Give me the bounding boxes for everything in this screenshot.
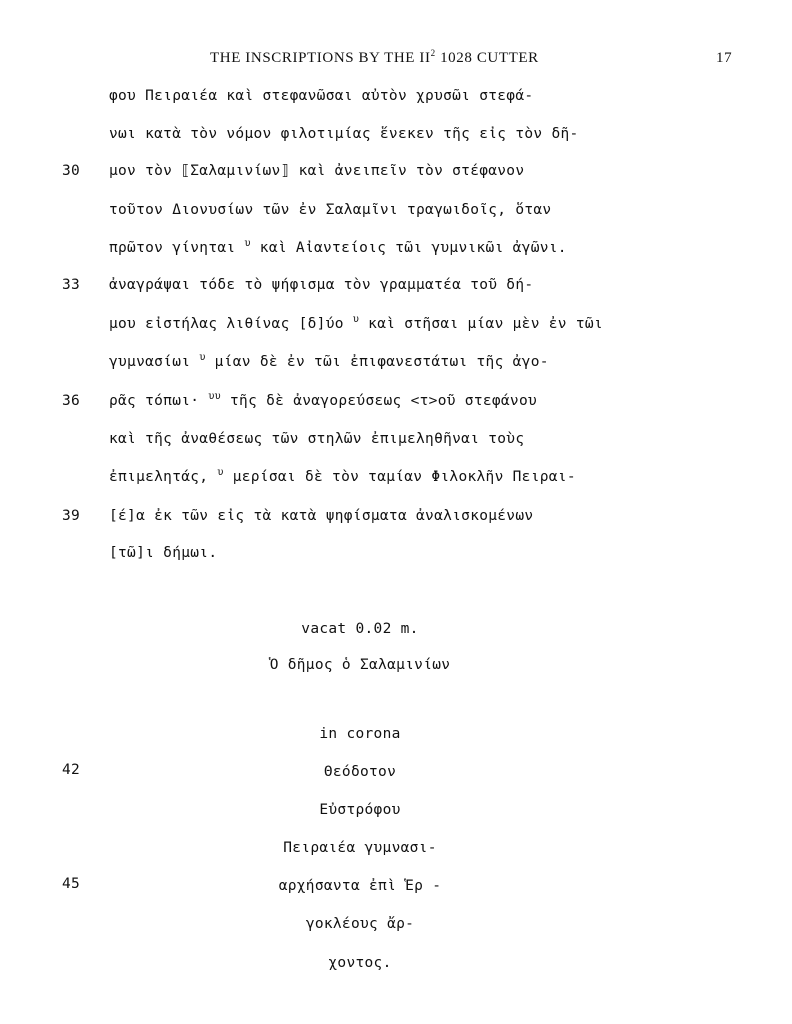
text-line-5-part-a: πρῶτον γίνηται: [109, 240, 245, 256]
vacat-mark: υ: [352, 314, 360, 325]
running-title-rest: 1028 CUTTER: [435, 50, 539, 66]
text-line-5: [109, 237, 567, 259]
text-line-9-part-a: ρᾶς τόπωι·: [109, 393, 209, 409]
vacat-mark: υ: [199, 352, 206, 363]
text-line-7: [109, 313, 603, 335]
running-head: [0, 48, 792, 72]
running-title: [210, 50, 539, 67]
line-number-45: 45: [62, 876, 81, 892]
crown-line-2: Εὐστρόφου: [319, 802, 401, 818]
vacat-mark: υ: [244, 238, 251, 249]
text-line-11-part-a: ἐπιμελητάς,: [109, 469, 218, 485]
text-line-13: [τῶ]ι δήμωι.: [109, 545, 218, 561]
vacat-mark: υυ: [208, 391, 221, 402]
line-number-36: 36: [62, 393, 81, 409]
in-corona-label: in corona: [319, 726, 401, 742]
vacat-note: vacat 0.02 m.: [301, 621, 419, 637]
running-title-superscript: 2: [430, 48, 436, 58]
crown-line-3: Πειραιέα γυμνασι-: [283, 840, 437, 856]
text-line-11: [109, 466, 576, 488]
crown-line-4: αρχήσαντα ἐπὶ Ἑρ -: [278, 878, 442, 894]
text-line-5-part-b: καὶ Αἰαντείοις τῶι γυμνικῶι ἀγῶνι.: [250, 240, 567, 256]
text-line-8: [109, 351, 549, 373]
text-line-12: [έ]α ἐκ τῶν εἰς τὰ κατὰ ψηφίσματα ἀναλισκομένων: [109, 508, 534, 524]
text-line-8-part-b: μίαν δὲ ἐν τῶι ἐπιφανεστάτωι τῆς ἀγο-: [205, 354, 549, 370]
demos-heading: Ὁ δῆμος ὁ Σαλαμινίων: [269, 657, 451, 673]
line-number-33: 33: [62, 277, 81, 293]
text-line-1: φου Πειραιέα καὶ στεφανῶσαι αὐτὸν χρυσῶι στεφά-: [109, 88, 534, 104]
line-number-30: 30: [62, 163, 81, 179]
text-line-9-part-b: τῆς δὲ ἀναγορεύσεως <τ>οῦ στεφάνου: [220, 393, 538, 409]
text-line-7-part-a: μου εἰστήλας λιθίνας [δ]ύο: [109, 316, 353, 332]
text-line-8-part-a: γυμνασίωι: [109, 354, 200, 370]
page-number: 17: [716, 50, 733, 66]
line-number-42: 42: [62, 762, 81, 778]
vacat-mark: υ: [217, 467, 224, 478]
crown-line-6: χοντος.: [328, 955, 392, 971]
crown-line-5: γοκλέους ἄρ-: [305, 916, 415, 932]
crown-line-1: Θεόδοτον: [323, 764, 397, 780]
line-number-39: 39: [62, 508, 81, 524]
text-line-9: [109, 390, 537, 412]
text-line-2: νωι κατὰ τὸν νόμον φιλοτιμίας ἕνεκεν τῆς εἰς τὸν δῆ-: [109, 126, 579, 142]
text-line-10: καὶ τῆς ἀναθέσεως τῶν στηλῶν ἐπιμεληθῆναι τοὺς: [109, 431, 525, 447]
text-line-4: τοῦτον Διονυσίων τῶν ἐν Σαλαμῖνι τραγωιδοῖς, ὅταν: [109, 202, 552, 218]
text-line-7-part-b: καὶ στῆσαι μίαν μὲν ἐν τῶι: [359, 316, 603, 332]
text-line-3: μον τὸν ⟦Σαλαμινίων⟧ καὶ ἀνειπεῖν τὸν στέφανον: [109, 163, 525, 179]
text-line-11-part-b: μερίσαι δὲ τὸν ταμίαν Φιλοκλῆν Πειραι-: [223, 469, 576, 485]
text-line-6: ἀναγράψαι τόδε τὸ ψήφισμα τὸν γραμματέα τοῦ δή-: [109, 277, 534, 293]
running-title-main: THE INSCRIPTIONS BY THE II: [210, 50, 431, 66]
